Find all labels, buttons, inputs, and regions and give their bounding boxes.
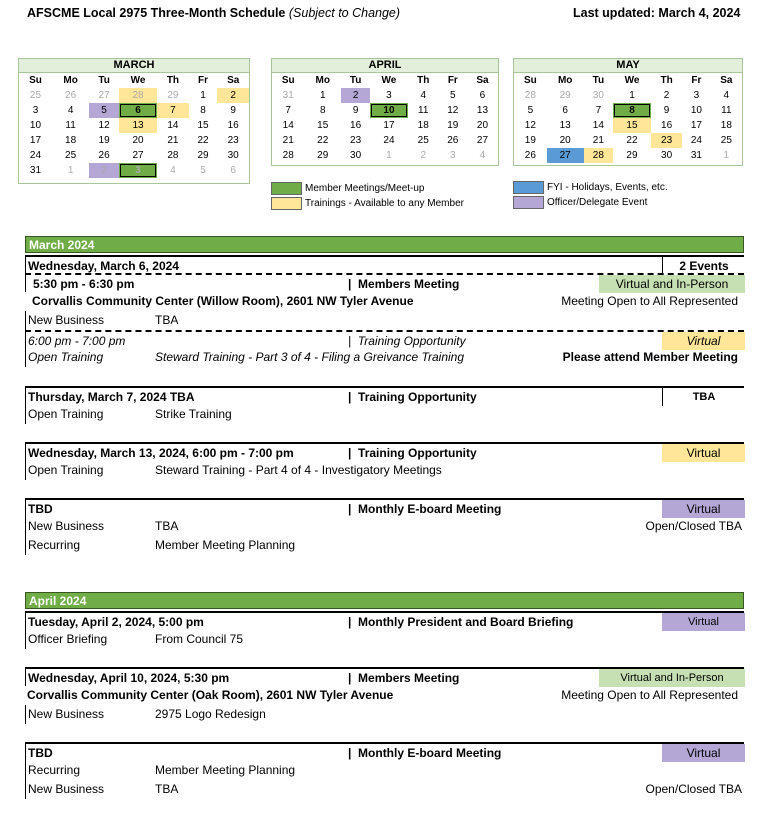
event-detail: New Business TBA [25, 311, 744, 330]
weekday-header: Sa [227, 75, 240, 86]
calendar-day: 6 [230, 165, 236, 176]
weekday-header: Tu [98, 75, 110, 86]
calendar-day: 27 [98, 90, 110, 101]
calendar-day: 4 [479, 150, 486, 161]
calendar-day: 28 [282, 150, 294, 161]
calendar-day: 8 [319, 105, 326, 116]
calendar-may [513, 58, 743, 166]
calendar-day: 25 [720, 135, 732, 146]
calendar-day: 23 [227, 135, 239, 146]
calendar-day: 24 [29, 150, 42, 161]
calendar-day: 16 [350, 120, 362, 131]
calendar-day: 14 [167, 120, 179, 131]
weekday-header: Sa [720, 75, 733, 86]
calendar-day: 2 [420, 150, 427, 161]
calendar-day: 13 [476, 105, 489, 116]
event-location: Corvallis Community Center (Oak Room), 2601 NW Tyler Avenue Meeting Open to All Represented [27, 688, 738, 702]
legend-green: Member Meetings/Meet-up [271, 182, 425, 195]
calendar-day: 30 [592, 90, 604, 101]
calendar-day: 21 [592, 135, 604, 146]
last-updated: Last updated: March 4, 2024 [573, 6, 741, 20]
calendar-day: 4 [170, 165, 176, 176]
calendar-day: 8 [613, 103, 651, 118]
calendar-day: 13 [559, 120, 571, 131]
weekday-header: Th [660, 75, 673, 86]
calendar-day: 27 [547, 148, 584, 163]
calendar-day: 21 [167, 135, 179, 146]
calendar-day: 4 [420, 90, 427, 101]
weekday-header: Fr [447, 75, 458, 86]
event-row: Wednesday, April 10, 2024, 5:30 pm | Members Meeting Virtual and In-Person [25, 667, 744, 686]
calendar-march [18, 58, 250, 184]
calendar-day: 19 [98, 135, 110, 146]
page-title: AFSCME Local 2975 Three-Month Schedule (Subject to Change) [27, 6, 401, 20]
calendar-day: 1 [629, 90, 635, 101]
event-row: Tuesday, April 2, 2024, 5:00 pm | Monthly President and Board Briefing Virtual [25, 611, 744, 630]
calendar-day: 25 [65, 150, 77, 161]
weekday-header: Su [523, 75, 537, 86]
calendar-day: 6 [562, 105, 568, 116]
calendar-day: 29 [317, 150, 329, 161]
calendar-day: 15 [613, 118, 651, 133]
weekday-header: Fr [198, 75, 209, 86]
calendar-day: 8 [200, 105, 206, 116]
calendar-day: 22 [626, 135, 638, 146]
calendar-day: 28 [119, 88, 157, 103]
calendar-day: 7 [157, 103, 189, 118]
calendar-day: 16 [661, 120, 673, 131]
calendar-day: 18 [720, 120, 732, 131]
calendar-day: 27 [476, 135, 489, 146]
calendar-day: 17 [690, 120, 702, 131]
calendar-day: 12 [524, 120, 536, 131]
calendar-day: 19 [524, 135, 536, 146]
calendar-day: 11 [418, 105, 429, 116]
calendar-month-name: MAY [514, 59, 742, 73]
event-detail: Open Training Strike Training [25, 405, 744, 424]
calendar-month-name: APRIL [272, 59, 498, 73]
calendar-april [271, 58, 499, 166]
calendar-day: 5 [200, 165, 206, 176]
calendar-day: 25 [29, 90, 42, 101]
calendar-day: 3 [450, 150, 456, 161]
calendar-day: 22 [197, 135, 209, 146]
calendar-day: 15 [197, 120, 209, 131]
calendar-day: 24 [690, 135, 702, 146]
event-row: TBD | Monthly E-board Meeting Virtual [25, 498, 744, 517]
calendar-day: 20 [476, 120, 489, 131]
calendar-day: 31 [29, 165, 42, 176]
calendar-day: 5 [450, 90, 456, 101]
calendar-day: 15 [317, 120, 329, 131]
event-detail: Recurring Member Meeting Planning [25, 761, 744, 780]
calendar-day: 5 [89, 103, 119, 118]
calendar-day: 3 [693, 90, 700, 101]
calendar-day: 1 [200, 90, 206, 101]
calendar-day: 11 [65, 120, 76, 131]
calendar-day: 1 [319, 90, 326, 101]
calendar-day: 20 [559, 135, 571, 146]
calendar-day: 26 [65, 90, 77, 101]
event-date: Wednesday, March 6, 2024 2 Events [25, 255, 744, 274]
weekday-header: Su [29, 75, 42, 86]
calendar-day: 3 [119, 163, 157, 178]
calendar-day: 13 [119, 118, 157, 133]
event-detail: New Business 2975 Logo Redesign [25, 705, 744, 724]
event-detail: New Business TBA Open/Closed TBA [25, 517, 744, 536]
calendar-day: 9 [230, 105, 236, 116]
weekday-header: Th [166, 75, 180, 86]
event-detail: Open Training Steward Training - Part 4 of 4 - Investigatory Meetings [25, 461, 744, 480]
calendar-day: 29 [559, 90, 571, 101]
weekday-header: Mo [557, 75, 573, 86]
calendar-day: 27 [132, 150, 144, 161]
calendar-day: 2 [217, 88, 249, 103]
calendar-day: 1 [723, 150, 730, 161]
calendar-day: 6 [119, 103, 157, 118]
calendar-day: 4 [723, 90, 730, 101]
calendar-day: 30 [350, 150, 362, 161]
calendar-day: 9 [663, 105, 670, 116]
calendar-day: 23 [651, 133, 682, 148]
weekday-header: We [381, 75, 397, 86]
calendar-day: 18 [417, 120, 429, 131]
calendar-day: 17 [29, 135, 42, 146]
event-row: TBD | Monthly E-board Meeting Virtual [25, 742, 744, 761]
calendar-day: 29 [197, 150, 209, 161]
calendar-day: 26 [98, 150, 110, 161]
calendar-day: 31 [690, 150, 702, 161]
calendar-day: 1 [67, 165, 74, 176]
calendar-day: 26 [447, 135, 459, 146]
calendar-day: 12 [447, 105, 459, 116]
calendar-day: 7 [595, 105, 602, 116]
calendar-day: 6 [479, 90, 486, 101]
month-bar-march: March 2024 [25, 236, 744, 253]
calendar-day: 12 [98, 120, 110, 131]
weekday-header: Mo [63, 75, 78, 86]
weekday-header: We [130, 75, 146, 86]
calendar-day: 10 [370, 103, 408, 118]
calendar-day: 28 [524, 90, 536, 101]
calendar-day: 30 [661, 150, 673, 161]
calendar-day: 18 [65, 135, 77, 146]
weekday-header: Fr [691, 75, 702, 86]
calendar-day: 5 [527, 105, 534, 116]
calendar-day: 17 [383, 120, 395, 131]
weekday-header: Su [281, 75, 295, 86]
calendar-day: 29 [626, 150, 638, 161]
calendar-day: 29 [167, 90, 179, 101]
calendar-day: 2 [663, 90, 670, 101]
weekday-header: Tu [349, 75, 362, 86]
legend-yellow: Trainings - Available to any Member [271, 197, 464, 210]
event-row: Thursday, March 7, 2024 TBA | Training Opportunity TBA [25, 386, 744, 405]
weekday-header: We [624, 75, 640, 86]
event-detail: Officer Briefing From Council 75 [25, 630, 744, 649]
calendar-month-name: MARCH [19, 59, 249, 73]
calendar-day: 21 [282, 135, 294, 146]
event-location: Corvallis Community Center (Willow Room), 2601 NW Tyler Avenue Meeting Open to All Represented [32, 294, 738, 308]
calendar-day: 20 [132, 135, 144, 146]
calendar-day: 7 [285, 105, 291, 116]
calendar-day: 3 [386, 90, 392, 101]
weekday-header: Sa [476, 75, 489, 86]
month-bar-april: April 2024 [25, 592, 744, 609]
calendar-day: 14 [592, 120, 604, 131]
weekday-header: Tu [592, 75, 605, 86]
calendar-day: 1 [386, 150, 392, 161]
calendar-day: 4 [67, 105, 74, 116]
calendar-day: 25 [417, 135, 429, 146]
calendar-day: 19 [447, 120, 459, 131]
weekday-header: Mo [315, 75, 330, 86]
calendar-day: 31 [282, 90, 294, 101]
calendar-day: 2 [341, 88, 370, 103]
legend-purple: Officer/Delegate Event [513, 196, 647, 209]
event-row: Wednesday, March 13, 2024, 6:00 pm - 7:00 pm | Training Opportunity Virtual [25, 442, 744, 461]
calendar-day: 16 [227, 120, 239, 131]
weekday-header: Th [417, 75, 430, 86]
event-detail: New Business TBA Open/Closed TBA [25, 780, 744, 799]
calendar-day: 11 [721, 105, 732, 116]
event-detail: Open Training Steward Training - Part 3 of 4 - Filing a Greivance Training Please attend Member Meeting [25, 348, 744, 367]
calendar-day: 10 [690, 105, 702, 116]
calendar-day: 30 [227, 150, 239, 161]
calendar-day: 14 [282, 120, 294, 131]
calendar-day: 28 [167, 150, 179, 161]
event-row: 6:00 pm - 7:00 pm | Training Opportunity Virtual [25, 330, 744, 349]
legend-blue: FYI - Holidays, Events, etc. [513, 181, 668, 194]
calendar-day: 23 [350, 135, 362, 146]
calendar-day: 26 [524, 150, 536, 161]
calendar-day: 2 [89, 163, 119, 178]
calendar-day: 9 [352, 105, 359, 116]
event-row: 5:30 pm - 6:30 pm | Members Meeting Virtual and In-Person [25, 273, 744, 292]
calendar-day: 22 [317, 135, 329, 146]
calendar-day: 24 [383, 135, 395, 146]
event-detail: Recurring Member Meeting Planning [25, 536, 744, 555]
calendar-day: 3 [32, 105, 39, 116]
calendar-day: 10 [29, 120, 42, 131]
calendar-day: 28 [584, 148, 613, 163]
